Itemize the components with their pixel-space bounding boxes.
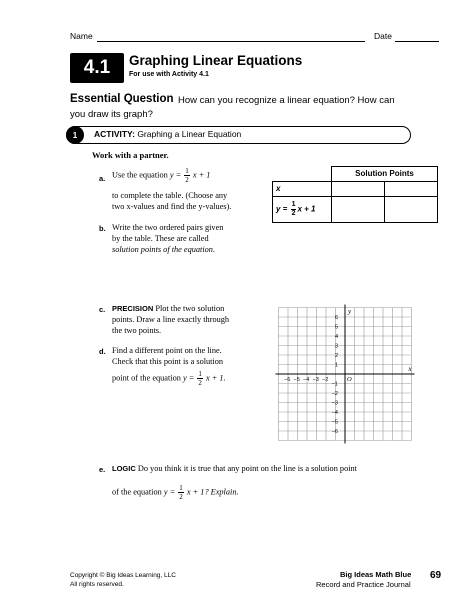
y-tick-label: −6 bbox=[331, 429, 338, 435]
table-row-x-label: x bbox=[273, 181, 332, 196]
page-number: 69 bbox=[430, 570, 442, 581]
y-tick-label: −5 bbox=[331, 419, 338, 426]
x-tick-label: −6 bbox=[284, 377, 291, 383]
part-d-text: point of the equation bbox=[112, 373, 181, 383]
name-label: Name bbox=[70, 31, 93, 41]
part-c-line2: points. Draw a line exactly through bbox=[112, 315, 230, 324]
x-tick-label: −5 bbox=[293, 377, 300, 383]
activity-heading bbox=[94, 129, 241, 139]
origin-label: O bbox=[347, 376, 352, 383]
table-cell-y1[interactable] bbox=[332, 196, 385, 222]
footer-rights: All rights reserved. bbox=[70, 581, 124, 588]
fraction-half: $\frac{1}{2}$ bbox=[179, 484, 183, 501]
part-d-label: d. bbox=[99, 347, 106, 356]
x-tick-label: −3 bbox=[312, 377, 319, 383]
solution-points-table bbox=[272, 166, 438, 223]
part-c-keyword: PRECISION bbox=[112, 304, 154, 313]
part-b-line1: Write the two ordered pairs given bbox=[112, 223, 224, 232]
y-axis-label: y bbox=[348, 307, 352, 316]
name-line[interactable] bbox=[97, 41, 365, 42]
part-e-keyword: LOGIC bbox=[112, 464, 136, 473]
part-e-label: e. bbox=[99, 465, 106, 474]
part-d-line1: Find a different point on the line. bbox=[112, 346, 222, 355]
table-cell-x2[interactable] bbox=[385, 181, 438, 196]
y-tick-label: −1 bbox=[331, 381, 338, 388]
part-d-eq-tail: x + 1. bbox=[206, 373, 226, 383]
coordinate-grid[interactable] bbox=[270, 300, 410, 448]
y-tick-label: −2 bbox=[331, 391, 338, 397]
y-tick-label: 2 bbox=[334, 353, 338, 359]
x-tick-label: −2 bbox=[322, 377, 329, 383]
lesson-number: 4.1 bbox=[70, 53, 124, 83]
y-tick-label: −4 bbox=[331, 410, 338, 416]
part-a-line3: two x-values and find the y-values). bbox=[112, 202, 232, 211]
part-d-line2: Check that this point is a solution bbox=[112, 357, 224, 366]
part-b-label: b. bbox=[99, 224, 106, 233]
part-e-eq: y = bbox=[163, 487, 176, 497]
y-tick-label: 4 bbox=[334, 334, 338, 340]
essential-question-label: Essential Question bbox=[70, 93, 174, 105]
date-label: Date bbox=[374, 31, 392, 41]
essential-question-line2: you draw its graph? bbox=[70, 109, 153, 120]
footer-journal: Record and Practice Journal bbox=[316, 580, 411, 589]
essential-question-line1: How can you recognize a linear equation? How can bbox=[178, 95, 395, 106]
lesson-subtitle: For use with Activity 4.1 bbox=[129, 71, 209, 78]
date-line[interactable] bbox=[395, 41, 439, 42]
part-c-label: c. bbox=[99, 305, 106, 314]
y-tick-label: 3 bbox=[334, 343, 338, 350]
table-cell-y2[interactable] bbox=[385, 196, 438, 222]
part-a-line2: to complete the table. (Choose any bbox=[112, 191, 228, 200]
part-b-line2: by the table. These are called bbox=[112, 234, 209, 243]
work-with-partner: Work with a partner. bbox=[92, 150, 169, 160]
part-e-text2: of the equation bbox=[112, 487, 162, 497]
part-c-text: Plot the two solution bbox=[155, 304, 225, 313]
table-row-y-label: y = $\frac{1}{2}$ x + 1 bbox=[273, 196, 332, 222]
table-title: Solution Points bbox=[332, 167, 438, 182]
fraction-half: $\frac{1}{2}$ bbox=[198, 370, 202, 387]
y-tick-label: 5 bbox=[334, 324, 338, 331]
x-axis-label: x bbox=[408, 365, 412, 373]
part-d-eq: y = bbox=[182, 373, 195, 383]
footer-copyright: Copyright © Big Ideas Learning, LLC bbox=[70, 572, 176, 579]
part-c-line1 bbox=[112, 303, 224, 314]
y-tick-label: 6 bbox=[334, 315, 338, 321]
footer-book-title: Big Ideas Math Blue bbox=[340, 570, 412, 579]
activity-number: 1 bbox=[66, 126, 84, 144]
part-a-label: a. bbox=[99, 174, 106, 183]
y-tick-label: −3 bbox=[331, 400, 338, 407]
table-cell-x1[interactable] bbox=[332, 181, 385, 196]
part-d-line3 bbox=[112, 370, 226, 387]
activity-label: ACTIVITY: bbox=[94, 129, 135, 139]
part-a-text: Use the equation bbox=[112, 170, 168, 180]
part-a-eq: y = bbox=[169, 170, 182, 180]
part-a-line1 bbox=[112, 167, 210, 184]
x-tick-label: −4 bbox=[303, 377, 310, 383]
part-e-line1 bbox=[112, 463, 357, 474]
fraction-half: $\frac{1}{2}$ bbox=[185, 167, 189, 184]
part-b-line3: solution points of the equation. bbox=[112, 245, 216, 254]
part-e-eq-tail: x + 1? Explain. bbox=[186, 487, 239, 497]
part-c-line3: the two points. bbox=[112, 326, 162, 335]
part-e-text: Do you think it is true that any point on the line is a solution point bbox=[137, 464, 357, 473]
part-a-eq-tail: x + 1 bbox=[192, 170, 211, 180]
part-e-line2 bbox=[112, 484, 239, 501]
lesson-title: Graphing Linear Equations bbox=[129, 53, 303, 68]
y-tick-label: 1 bbox=[334, 362, 338, 369]
activity-title: Graphing a Linear Equation bbox=[137, 129, 242, 139]
